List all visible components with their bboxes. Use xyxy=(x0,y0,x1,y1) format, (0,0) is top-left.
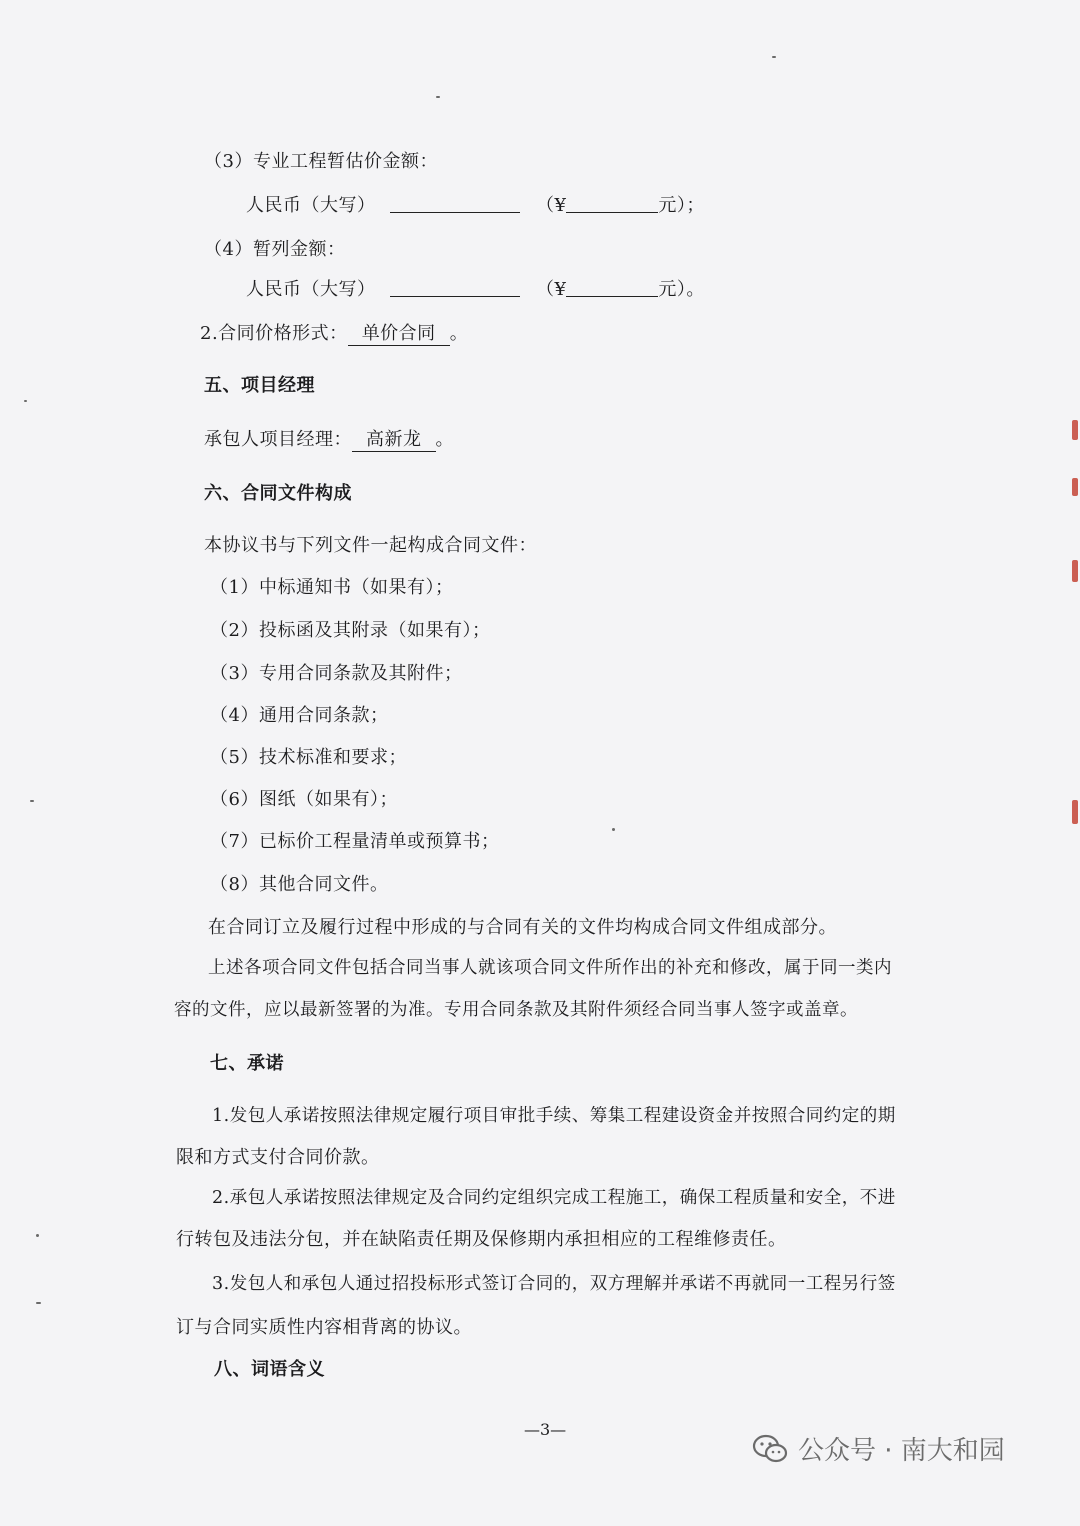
seal-edge xyxy=(1072,420,1078,440)
promise-1-line2: 限和方式支付合同价款。 xyxy=(176,1147,380,1168)
amount-number-blank xyxy=(566,194,658,213)
price-form-value: 单价合同 xyxy=(348,323,450,346)
scan-speck xyxy=(36,1234,39,1237)
price-form-end: 。 xyxy=(449,323,469,344)
manager-end: 。 xyxy=(435,429,454,450)
list-item: （1）中标通知书（如果有）； xyxy=(210,577,454,598)
yen-open: （¥ xyxy=(535,195,567,216)
list-item: （3）专用合同条款及其附件； xyxy=(210,663,463,684)
promise-3-line2: 订与合同实质性内容相背离的协议。 xyxy=(176,1317,472,1338)
scan-speck xyxy=(36,1302,41,1304)
amount-prefix: 人民币（大写） xyxy=(246,195,376,216)
page-number: —3— xyxy=(524,1420,567,1439)
list-item: （8）其他合同文件。 xyxy=(210,874,389,895)
manager-value: 高新龙 xyxy=(352,429,436,452)
seal-edge xyxy=(1072,800,1078,824)
yen-open: （¥ xyxy=(535,279,567,300)
seal-edge xyxy=(1072,560,1078,582)
scan-speck xyxy=(24,400,27,402)
price-form-label: 2.合同价格形式： xyxy=(200,323,348,344)
section-6-para2-line1: 上述各项合同文件包括合同当事人就该项合同文件所作出的补充和修改，属于同一类内 xyxy=(208,958,892,978)
list-item: （6）图纸（如果有）； xyxy=(210,789,398,810)
list-item: （5）技术标准和要求； xyxy=(210,747,407,768)
section-6-intro: 本协议书与下列文件一起构成合同文件： xyxy=(204,535,537,556)
scan-speck xyxy=(436,96,440,98)
promise-3-line1: 3.发包人和承包人通过招投标形式签订合同的，双方理解并承诺不再就同一工程另行签 xyxy=(212,1274,896,1294)
item-3-label: （3）专业工程暂估价金额： xyxy=(204,151,438,172)
watermark xyxy=(752,1430,1005,1467)
scan-speck xyxy=(30,800,34,802)
item-4-amount-row xyxy=(246,278,705,302)
manager-label: 承包人项目经理： xyxy=(204,429,352,450)
section-6-para2-line2: 容的文件，应以最新签署的为准。专用合同条款及其附件须经合同当事人签字或盖章。 xyxy=(174,1000,858,1020)
amount-words-blank xyxy=(390,278,520,297)
section-6-heading: 六、合同文件构成 xyxy=(204,483,352,504)
scan-speck xyxy=(772,56,776,58)
section-8-heading: 八、词语含义 xyxy=(214,1359,325,1380)
section-5-heading: 五、项目经理 xyxy=(204,375,315,396)
section-6-para1: 在合同订立及履行过程中形成的与合同有关的文件均构成合同文件组成部分。 xyxy=(208,917,837,938)
section-7-heading: 七、承诺 xyxy=(210,1053,284,1074)
list-item: （2）投标函及其附录（如果有）； xyxy=(210,620,491,641)
scan-speck xyxy=(612,828,615,831)
list-item: （4）通用合同条款； xyxy=(210,705,389,726)
seal-edge xyxy=(1072,478,1078,496)
item-4-label: （4）暂列金额： xyxy=(204,239,346,260)
yen-close: 元）； xyxy=(658,195,705,216)
promise-2-line1: 2.承包人承诺按照法律规定及合同约定组织完成工程施工，确保工程质量和安全，不进 xyxy=(212,1188,896,1208)
amount-number-blank xyxy=(566,278,658,297)
yen-close: 元）。 xyxy=(658,279,705,300)
amount-prefix: 人民币（大写） xyxy=(246,279,376,300)
watermark-text: 公众号 · 南大和园 xyxy=(798,1436,1005,1466)
manager-row xyxy=(204,428,454,452)
price-form-row xyxy=(200,322,468,346)
list-item: （7）已标价工程量清单或预算书； xyxy=(210,831,500,852)
wechat-icon xyxy=(752,1434,788,1464)
promise-1-line1: 1.发包人承诺按照法律规定履行项目审批手续、筹集工程建设资金并按照合同约定的期 xyxy=(212,1106,896,1126)
amount-words-blank xyxy=(390,194,520,213)
item-3-amount-row xyxy=(246,194,705,218)
promise-2-line2: 行转包及违法分包，并在缺陷责任期及保修期内承担相应的工程维修责任。 xyxy=(176,1229,787,1250)
